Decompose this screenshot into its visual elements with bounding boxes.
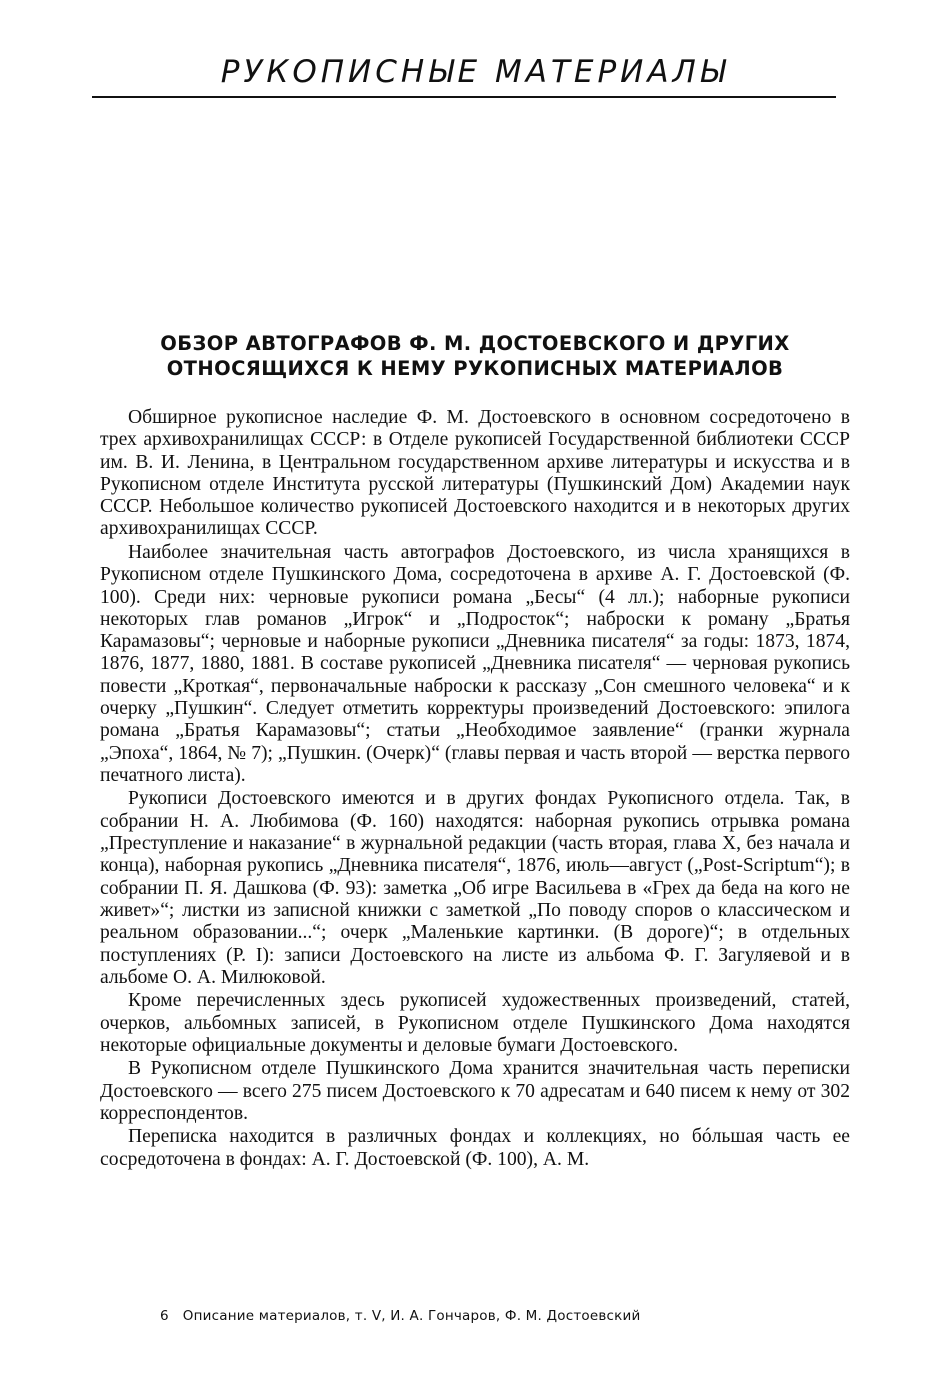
paragraph-2: Наиболее значительная часть автографов Достоевского, из числа хранящихся в Рукописном отделе Пушкинского Дома, сосредоточена в архиве А. Г. Достоевской (Ф. 100). Среди них: черновые рукописи романа „Бесы“ (4 лл.); наборные рукописи некоторых глав романов „Игрок“ и „Подросток“; наброски к роману „Братья Карамазовы“; черновые и наборные рукописи „Дневника писателя“ за годы: 1873, 1874, 1876, 1877, 1880, 1881. В составе рукописей „Дневника писателя“ — черновая рукопись повести „Кроткая“, первоначальные наброски к рассказу „Сон смешного человека“ и к очерку „Пушкин“. Следует отметить корректуры произведений Достоевского: эпилога романа „Братья Карамазовы“; статьи „Необходимое заявление“ (гранки журнала „Эпоха“, 1864, № 7); „Пушкин. (Очерк)“ (главы первая и часть второй — верстка первого печатного листа). (100, 541, 850, 786)
signature-mark: 6 (160, 1308, 169, 1324)
footer-note: Описание материалов, т. V, И. А. Гончаров, Ф. М. Достоевский (182, 1308, 641, 1324)
paragraph-5: В Рукописном отделе Пушкинского Дома хранится значительная часть переписки Достоевского — всего 275 писем Достоевского к 70 адресатам и 640 писем к нему от 302 корреспондентов. (100, 1058, 850, 1124)
paragraph-1: Обширное рукописное наследие Ф. М. Достоевского в основном сосредоточено в трех архивохранилищах СССР: в Отделе рукописей Государственной библиотеки СССР им. В. И. Ленина, в Центральном государственном архиве литературы и искусства и в Рукописном отделе Института русской литературы (Пушкинский Дом) Академии наук СССР. Небольшое количество рукописей Достоевского находится и в некоторых других архивохранилищах СССР. (100, 407, 850, 540)
page-footer (160, 1307, 640, 1325)
paragraph-3: Рукописи Достоевского имеются и в других фондах Рукописного отдела. Так, в собрании Н. А. Любимова (Ф. 160) находятся: наборная рукопись отрывка романа „Преступление и наказание“ в журнальной редакции (часть вторая, глава X, без начала и конца), наборная рукопись „Дневника писателя“, 1876, июль—август („Post-Scriptum“); в собрании П. Я. Дашкова (Ф. 93): заметка „Об игре Васильева в «Грех да беда на кого не живет»“; листки из записной книжки с заметкой „По поводу споров о классическом и реальном образовании...“; очерк „Маленькие картинки. (В дороге)“; в отдельных поступлениях (Р. I): записи Достоевского на листе из альбома Ф. Г. Загуляевой и в альбоме О. А. Милюковой. (100, 788, 850, 988)
article-title (100, 331, 850, 381)
section-title: РУКОПИСНЫЕ МАТЕРИАЛЫ (220, 54, 730, 90)
article-body (100, 407, 850, 1171)
article-title-line-1: ОБЗОР АВТОГРАФОВ Ф. М. ДОСТОЕВСКОГО И ДРУГИХ (160, 332, 790, 355)
document-page (100, 0, 850, 1392)
paragraph-4: Кроме перечисленных здесь рукописей художественных произведений, статей, очерков, альбомных записей, в Рукописном отделе Пушкинского Дома находятся некоторые официальные документы и деловые бумаги Достоевского. (100, 990, 850, 1056)
article-title-line-2: ОТНОСЯЩИХСЯ К НЕМУ РУКОПИСНЫХ МАТЕРИАЛОВ (166, 357, 784, 380)
header-divider (92, 96, 836, 98)
paragraph-6: Переписка находится в различных фондах и коллекциях, но бóльшая часть ее сосредоточена в фондах: А. Г. Достоевской (Ф. 100), А. М. (100, 1126, 850, 1170)
